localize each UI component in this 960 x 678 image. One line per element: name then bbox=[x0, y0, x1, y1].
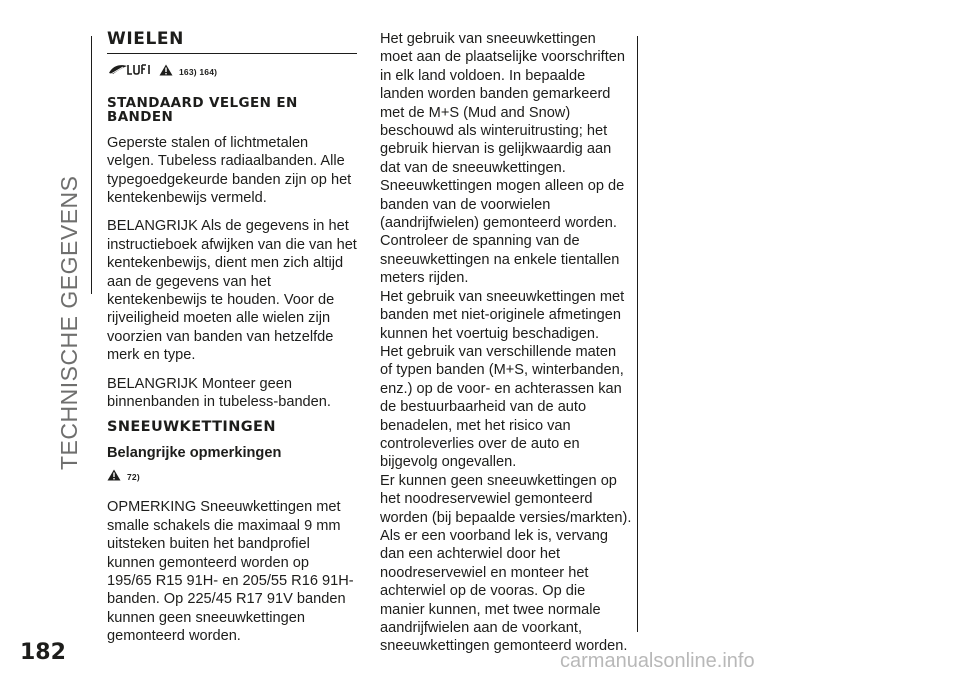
warning-triangle-icon bbox=[159, 63, 173, 81]
reference-row-1 bbox=[107, 62, 357, 81]
paragraph-right-3: Het gebruik van sneeuwkettingen met banden met niet-originele afmetingen kunnen het voertuig beschadigen. bbox=[380, 288, 625, 342]
paragraph-right-5: Er kunnen geen sneeuwkettingen op het noodreservewiel gemonteerd worden (bij bepaalde versies/markten). Als er een voorband lek is, vervang dan een achterwiel door het noodreservewiel en monteer het achterwiel op de vooras. Op die manier kunnen, met twee normale aandrijfwielen aan de voorkant, sneeuwkettingen gemonteerd worden. bbox=[380, 472, 632, 655]
eco-leaf-icon bbox=[107, 62, 153, 81]
section-side-title bbox=[53, 175, 85, 470]
section-heading-wielen: WIELEN bbox=[107, 30, 357, 54]
paragraph-right-1: Het gebruik van sneeuwkettingen moet aan de plaatselijke voorschriften in elk land voldoen. In bepaalde landen worden banden gemarkeerd met de M+S (Mud and Snow) beschouwd als winteruitrusting; het gebruik hiervan is gelijkwaardig aan dat van de sneeuwkettingen. bbox=[380, 31, 625, 176]
page-number: 182 bbox=[20, 640, 66, 665]
paragraph-opmerking-sneeuwkettingen: OPMERKING Sneeuwkettingen met smalle schakels die maximaal 9 mm uitsteken buiten het bandprofiel kunnen gemonteerd worden op 195/65 R15 91H- en 205/55 R16 91H-banden. Op 225/45 R17 91V banden kunnen geen sneeuwkettingen gemonteerd worden. bbox=[107, 499, 354, 645]
heading-standaard-line1: STANDAARD VELGEN EN bbox=[107, 94, 298, 111]
right-column bbox=[380, 30, 632, 656]
left-column bbox=[107, 30, 357, 656]
heading-standaard-line2: BANDEN bbox=[107, 108, 174, 125]
reference-number: 72) bbox=[127, 471, 140, 482]
reference-numbers: 163) 164) bbox=[179, 66, 218, 77]
heading-sneeuwkettingen: SNEEUWKETTINGEN bbox=[107, 418, 276, 435]
subtitle-belangrijke-opmerkingen: Belangrijke opmerkingen bbox=[107, 444, 282, 461]
paragraph-right-2: Sneeuwkettingen mogen alleen op de banden van de voorwielen (aandrijfwielen) gemonteerd worden. Controleer de spanning van de sneeuwkettingen na enkele tientallen meters rijden. bbox=[380, 178, 625, 287]
column-divider-right bbox=[637, 36, 638, 632]
paragraph-belangrijk-binnenbanden: BELANGRIJK Monteer geen binnenbanden in tubeless-banden. bbox=[107, 375, 331, 411]
warning-triangle-icon bbox=[107, 468, 121, 486]
column-divider-left bbox=[91, 36, 92, 294]
section-side-title-text: TECHNISCHE GEGEVENS bbox=[56, 175, 82, 470]
paragraph-velgen: Geperste stalen of lichtmetalen velgen. Tubeless radiaalbanden. Alle typegoedgekeurde banden zijn op het kentekenbewijs vermeld. bbox=[107, 134, 352, 207]
reference-row-2 bbox=[107, 468, 357, 486]
watermark: carmanualsonline.info bbox=[560, 650, 755, 672]
paragraph-right-4: Het gebruik van verschillende maten of typen banden (M+S, winterbanden, enz.) op de voor- en achterassen kan de bestuurbaarheid van de auto benadelen, met het risico van controleverlies over de auto en bijgevolg ongevallen. bbox=[380, 343, 624, 471]
heading-standaard-velgen bbox=[107, 96, 357, 124]
paragraph-belangrijk-gegevens: BELANGRIJK Als de gegevens in het instructieboek afwijken van die van het kentekenbewijs, dient men zich altijd aan de gegevens van het kentekenbewijs te houden. Voor de rijveiligheid moeten alle wielen zijn voorzien van banden van hetzelfde merk en type. bbox=[107, 218, 357, 364]
